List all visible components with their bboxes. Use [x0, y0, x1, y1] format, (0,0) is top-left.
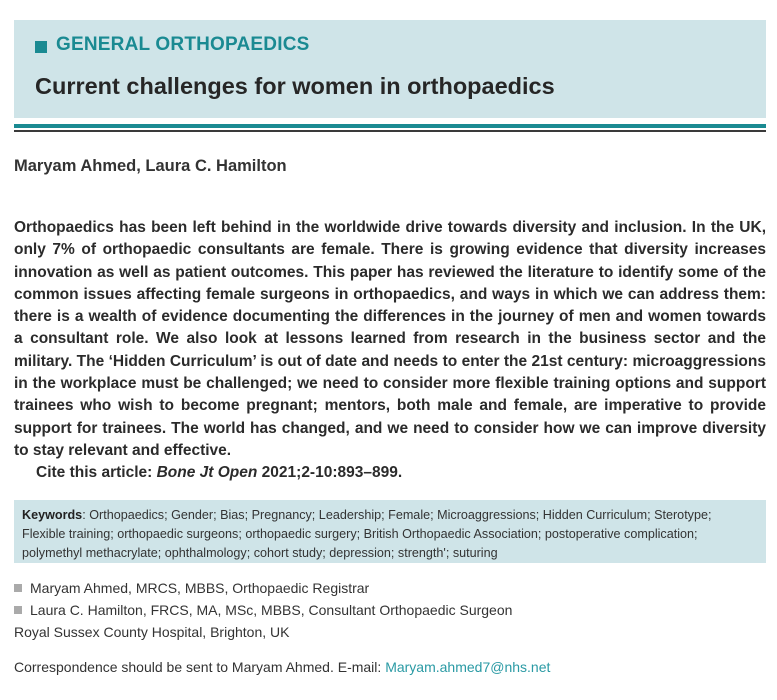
institution: Royal Sussex County Hospital, Brighton, UK [14, 624, 290, 640]
citation [36, 464, 402, 482]
square-bullet-icon [14, 584, 22, 592]
article-title: Current challenges for women in orthopaedics [35, 73, 555, 99]
correspondence [14, 659, 550, 675]
article-header [14, 20, 766, 118]
affiliation-1 [14, 580, 369, 596]
square-bullet-icon [35, 41, 47, 53]
affiliation-text: Maryam Ahmed, MRCS, MBBS, Orthopaedic Registrar [30, 580, 370, 596]
header-rule-dark [14, 130, 766, 132]
keywords-box [14, 500, 766, 563]
abstract: Orthopaedics has been left behind in the worldwide drive towards diversity and inclusion. In the UK, only 7% of orthopaedic consultants are female. There is growing evidence that diversity increases innovation as well as patient outcomes. This paper has reviewed the literature to identify some of the common issues affecting female surgeons in orthopaedics, and ways in which we can address them: there is a wealth of evidence documenting the differences in the journey of men and women towards a consultant role. We also look at lessons learned from research in the business sector and the military. The ‘Hidden Curriculum’ is out of date and needs to enter the 21st century: microaggressions in the workplace must be challenged; we need to consider more flexible training options and support trainees who wish to become pregnant; mentors, both male and female, are imperative to provide support for trainees. The world has changed, and we need to consider how we can improve diversity to stay relevant and effective. [14, 219, 766, 459]
header-rule-accent [14, 124, 766, 128]
keywords-label: Keywords [22, 508, 83, 522]
email-link[interactable]: Maryam.ahmed7@nhs.net [385, 659, 551, 675]
square-bullet-icon [14, 606, 22, 614]
citation-reference: 2021;2-10:893–899. [261, 464, 403, 481]
keywords-text: : Orthopaedics; Gender; Bias; Pregnancy; Leadership; Female; Microaggressions; Hidden Curriculum; Sterotype; Flexible training; orthopaedic surgeons; orthopaedic surgery; British Orthopaedic Association; postoperative complication; polymethyl methacrylate; ophthalmology; cohort study; depression; strength'; suturing [22, 508, 712, 560]
affiliation-text: Laura C. Hamilton, FRCS, MA, MSc, MBBS, Consultant Orthopaedic Surgeon [30, 602, 513, 618]
affiliation-2 [14, 602, 512, 618]
citation-prefix: Cite this article: [36, 464, 153, 481]
citation-journal: Bone Jt Open [156, 464, 258, 481]
section-name: GENERAL ORTHOPAEDICS [56, 34, 310, 55]
correspondence-text: Correspondence should be sent to Maryam Ahmed. E-mail: [14, 659, 386, 675]
author-list: Maryam Ahmed, Laura C. Hamilton [14, 157, 287, 175]
section-label [35, 34, 310, 56]
